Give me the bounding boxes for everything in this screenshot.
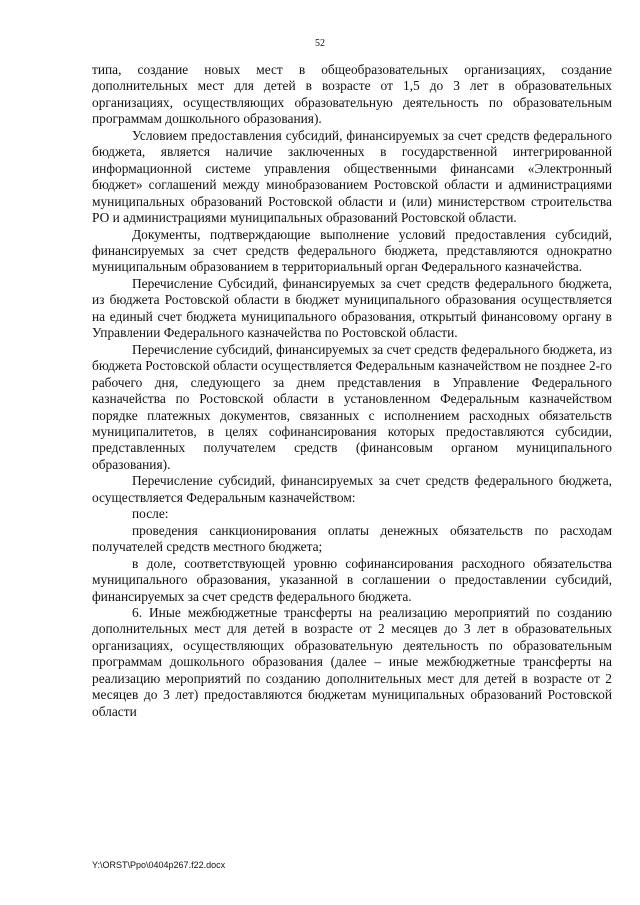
paragraph-after: после: — [132, 506, 169, 522]
paragraph-transfer-single-account: Перечисление Субсидий, финансируемых за счет средств федерального бюджета, из бюджета Ростовской области в бюджет муниципального образования осуществляется на единый счет бюджета муниципального образования, открытый финансовому органу в Управлении Федерального казначейства по Ростовской области. — [92, 275, 612, 341]
document-body — [92, 62, 612, 720]
footer-file-path: Y:\ORST\Ppo\0404p267.f22.docx — [92, 860, 226, 870]
paragraph-documents: Документы, подтверждающие выполнение условий предоставления субсидий, финансируемых за счет средств федерального бюджета, представляются однократно муниципальным образованием в территориальный орган Федерального казначейства. — [92, 226, 612, 275]
paragraph-transfer-deadline: Перечисление субсидий, финансируемых за счет средств федерального бюджета, из бюджета Ростовской области осуществляется Федеральным казначейством не позднее 2-го рабочего дня, следующего за днем представления в Управление Федерального казначейства по Ростовской области в установленном Федеральным казначейством порядке платежных документов, связанных с исполнением расходных обязательств муниципалитетов, в целях софинансирования которых предоставляются субсидии, представленных получателем средств (финансовым органом муниципального образования). — [92, 341, 612, 472]
paragraph-transfer-treasury: Перечисление субсидий, финансируемых за счет средств федерального бюджета, осуществляется Федеральным казначейством: — [92, 473, 612, 505]
page-number: 52 — [315, 38, 325, 49]
paragraph-subsidy-condition: Условием предоставления субсидий, финансируемых за счет средств федерального бюджета, является наличие заключенных в государственной интегрированной информационной системе управления общественными финансами «Электронный бюджет» соглашений между минобразованием Ростовской области и администрациями муниципальных образований Ростовской области и (или) министерством строительства РО и администрациями муниципальных образований Ростовской области. — [92, 127, 612, 226]
paragraph-section-6: 6. Иные межбюджетные трансферты на реализацию мероприятий по созданию дополнительных мест для детей в возрасте от 2 месяцев до 3 лет в образовательных организациях, осуществляющих образовательную деятельность по образовательным программам дошкольного образования (далее – иные межбюджетные трансферты на реализацию мероприятий по созданию дополнительных мест для детей в возрасте от 2 месяцев до 3 лет) предоставляются бюджетам муниципальных образований Ростовской области — [92, 604, 612, 719]
paragraph-share: в доле, соответствующей уровню софинансирования расходного обязательства муниципального образования, указанной в соглашении о предоставлении субсидий, финансируемых за счет средств федерального бюджета. — [92, 555, 612, 604]
paragraph-continuation: типа, создание новых мест в общеобразовательных организациях, создание дополнительных мест для детей в возрасте от 1,5 до 3 лет в образовательных организациях, осуществляющих образовательную деятельность по образовательным программам дошкольного образования). — [92, 62, 612, 127]
paragraph-sanctioning: проведения санкционирования оплаты денежных обязательств по расходам получателей средств местного бюджета; — [92, 522, 612, 555]
